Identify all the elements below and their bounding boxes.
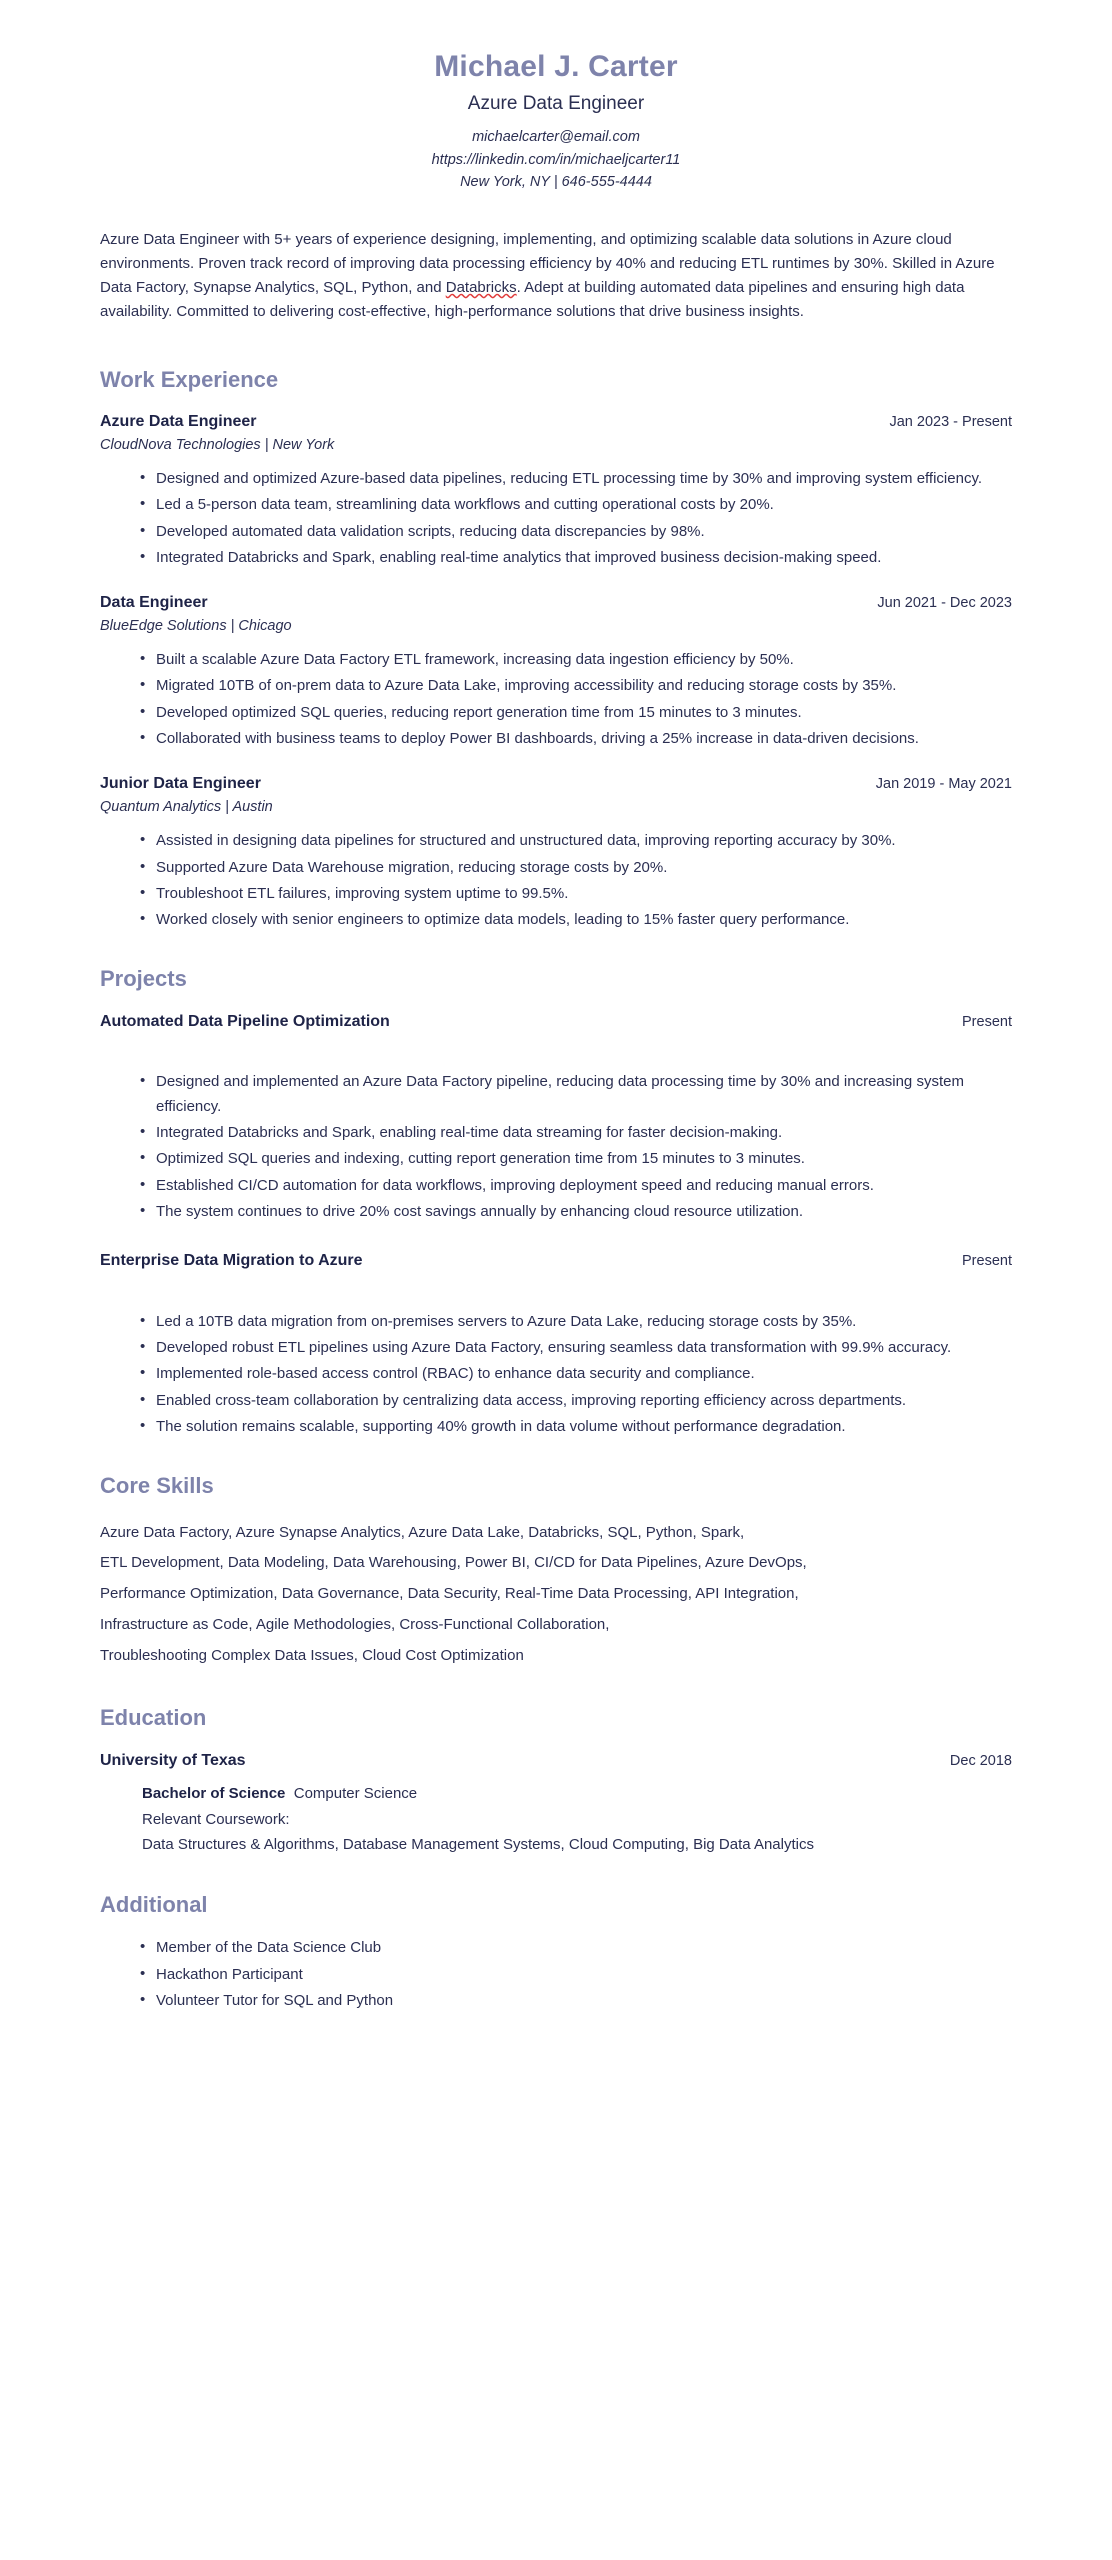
summary-text-part-2: . Adept at building automated data pipelines and ensuring high data availability. Committed to delivering cost-effective, high-performance solutions that drive business insights. <box>100 279 965 321</box>
work-entry-role: Data Engineer <box>100 594 208 612</box>
list-item: • Supported Azure Data Warehouse migration, reducing storage costs by 20%. <box>140 856 1012 880</box>
work-entry-head <box>100 411 1012 433</box>
work-entry-org: BlueEdge Solutions | Chicago <box>100 617 292 634</box>
skills-line: Troubleshooting Complex Data Issues, Cloud Cost Optimization <box>100 1646 524 1664</box>
project-entry-bullets <box>100 1070 1012 1224</box>
work-entry <box>100 773 1012 932</box>
list-item: • Designed and implemented an Azure Data Factory pipeline, reducing data processing time by 30% and increasing system efficiency. <box>140 1070 1012 1119</box>
list-item: • Migrated 10TB of on-prem data to Azure Data Lake, improving accessibility and reducing storage costs by 35%. <box>140 674 1012 698</box>
list-item: • Implemented role-based access control (RBAC) to enhance data security and compliance. <box>140 1362 1012 1386</box>
section-education <box>100 1705 1012 1857</box>
project-entry-title: Enterprise Data Migration to Azure <box>100 1252 363 1270</box>
summary-misspelled-word: Databricks <box>445 279 517 297</box>
list-item: • Integrated Databricks and Spark, enabling real-time data streaming for faster decision-making. <box>140 1121 1012 1145</box>
list-item: • Designed and optimized Azure-based data pipelines, reducing ETL processing time by 30% and improving system efficiency. <box>140 467 1012 491</box>
list-item: • Hackathon Participant <box>140 1963 1012 1987</box>
work-entry-head <box>100 592 1012 614</box>
education-school: University of Texas <box>100 1751 246 1769</box>
contact-linkedin[interactable]: https://linkedin.com/in/michaeljcarter11 <box>431 151 681 168</box>
list-item: • Developed automated data validation scripts, reducing data discrepancies by 98%. <box>140 520 1012 544</box>
work-entry-head <box>100 773 1012 795</box>
education-date: Dec 2018 <box>949 1752 1012 1769</box>
project-entry-title: Automated Data Pipeline Optimization <box>100 1012 390 1030</box>
candidate-job-title: Azure Data Engineer <box>467 92 645 114</box>
work-entry-org: CloudNova Technologies | New York <box>100 436 335 453</box>
contact-email[interactable]: michaelcarter@email.com <box>472 129 640 146</box>
resume-header <box>100 48 1012 194</box>
section-additional <box>100 1892 1012 2013</box>
work-entry-bullets <box>100 467 1012 570</box>
skills-line: Performance Optimization, Data Governance, Data Security, Real-Time Data Processing, API Integration, <box>100 1585 799 1603</box>
work-entry-bullets <box>100 648 1012 751</box>
work-entry-role: Junior Data Engineer <box>100 775 261 793</box>
core-skills-list <box>100 1518 1012 1672</box>
project-entry <box>100 1011 1012 1224</box>
section-core-skills <box>100 1473 1012 1671</box>
education-degree-row <box>142 1781 1012 1807</box>
list-item: • Assisted in designing data pipelines for structured and unstructured data, improving reporting accuracy by 30%. <box>140 829 1012 853</box>
work-entry-role: Azure Data Engineer <box>100 413 257 431</box>
education-entry-head <box>100 1750 1012 1772</box>
project-entry-date: Present <box>962 1013 1012 1030</box>
contact-location-phone: New York, NY | 646-555-4444 <box>460 174 652 191</box>
section-title-education: Education <box>100 1705 207 1731</box>
list-item: • The solution remains scalable, supporting 40% growth in data volume without performance degradation. <box>140 1415 1012 1439</box>
section-title-additional: Additional <box>100 1891 208 1917</box>
education-field <box>285 1785 293 1802</box>
candidate-name: Michael J. Carter <box>434 50 678 83</box>
list-item: • Collaborated with business teams to deploy Power BI dashboards, driving a 25% increase in data-driven decisions. <box>140 727 1012 751</box>
section-work-experience <box>100 367 1012 933</box>
education-detail <box>100 1781 1012 1858</box>
list-item: • Built a scalable Azure Data Factory ETL framework, increasing data ingestion efficiency by 50%. <box>140 648 1012 672</box>
project-entry <box>100 1250 1012 1439</box>
additional-list <box>100 1936 1012 2013</box>
section-title-work-experience: Work Experience <box>100 366 279 392</box>
section-title-projects: Projects <box>100 966 187 992</box>
list-item: • Integrated Databricks and Spark, enabling real-time analytics that improved business decision-making speed. <box>140 546 1012 570</box>
education-coursework-list: Data Structures & Algorithms, Database Management Systems, Cloud Computing, Big Data Analytics <box>142 1836 814 1854</box>
skills-line: Infrastructure as Code, Agile Methodologies, Cross-Functional Collaboration, <box>100 1615 610 1633</box>
list-item: • Led a 5-person data team, streamlining data workflows and cutting operational costs by 20%. <box>140 493 1012 517</box>
professional-summary <box>100 228 1012 325</box>
work-entry-date: Jan 2019 - May 2021 <box>875 776 1012 793</box>
section-title-core-skills: Core Skills <box>100 1473 214 1499</box>
list-item: • Established CI/CD automation for data workflows, improving deployment speed and reducing manual errors. <box>140 1174 1012 1198</box>
list-item: • Developed robust ETL pipelines using Azure Data Factory, ensuring seamless data transformation with 99.9% accuracy. <box>140 1336 1012 1360</box>
education-entry <box>100 1750 1012 1858</box>
work-entry <box>100 411 1012 570</box>
skills-line: ETL Development, Data Modeling, Data Warehousing, Power BI, CI/CD for Data Pipelines, Azure DevOps, <box>100 1554 807 1572</box>
list-item: • Troubleshoot ETL failures, improving system uptime to 99.5%. <box>140 882 1012 906</box>
list-item: • Developed optimized SQL queries, reducing report generation time from 15 minutes to 3 minutes. <box>140 701 1012 725</box>
work-entry-date: Jan 2023 - Present <box>889 414 1012 431</box>
education-degree: Bachelor of Science <box>142 1785 286 1803</box>
list-item: • Optimized SQL queries and indexing, cutting report generation time from 15 minutes to 3 minutes. <box>140 1147 1012 1171</box>
list-item: • Led a 10TB data migration from on-premises servers to Azure Data Lake, reducing storage costs by 35%. <box>140 1310 1012 1334</box>
list-item: • Worked closely with senior engineers to optimize data models, leading to 15% faster query performance. <box>140 908 1012 932</box>
education-field-value: Computer Science <box>293 1785 418 1803</box>
work-entry-bullets <box>100 829 1012 932</box>
project-entry-head <box>100 1250 1012 1272</box>
project-entry-head <box>100 1011 1012 1033</box>
list-item: • Enabled cross-team collaboration by centralizing data access, improving reporting efficiency across departments. <box>140 1389 1012 1413</box>
skills-line: Azure Data Factory, Azure Synapse Analytics, Azure Data Lake, Databricks, SQL, Python, Spark, <box>100 1523 745 1541</box>
list-item: • Member of the Data Science Club <box>140 1936 1012 1960</box>
section-projects <box>100 966 1012 1439</box>
list-item: • Volunteer Tutor for SQL and Python <box>140 1989 1012 2013</box>
project-entry-date: Present <box>962 1253 1012 1270</box>
list-item: • The system continues to drive 20% cost savings annually by enhancing cloud resource utilization. <box>140 1200 1012 1224</box>
education-coursework-label: Relevant Coursework: <box>142 1810 290 1828</box>
work-entry-org: Quantum Analytics | Austin <box>100 798 273 815</box>
work-entry-date: Jun 2021 - Dec 2023 <box>877 595 1012 612</box>
project-entry-bullets <box>100 1310 1012 1439</box>
work-entry <box>100 592 1012 751</box>
summary-text-part-1: Azure Data Engineer with 5+ years of experience designing, implementing, and optimizing scalable data solutions in Azure cloud environments. Proven track record of improving data processing efficiency by 40% and reducing ETL runtimes by 30%. Skilled in Azure Data Factory, Synapse Analytics, SQL, Python, and <box>100 230 995 297</box>
